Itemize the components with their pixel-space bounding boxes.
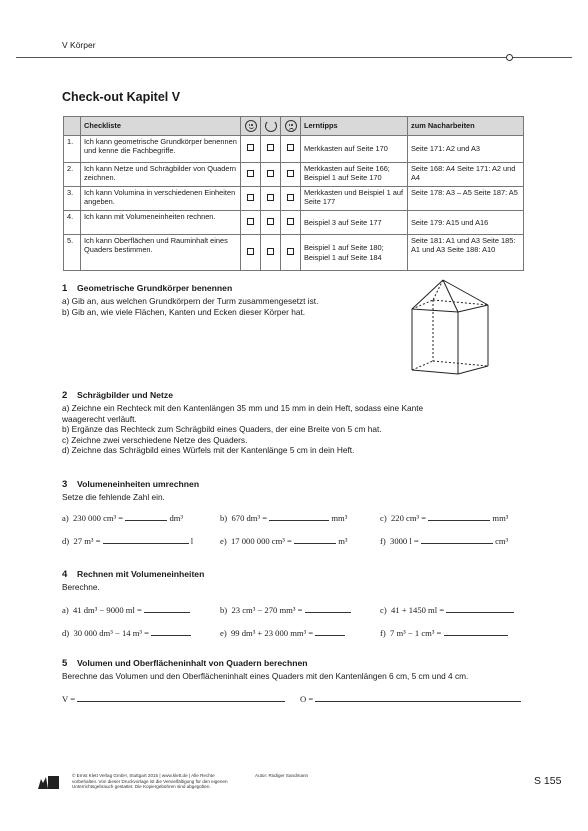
- exercise-3f: f) 3000 l = cm³: [380, 536, 509, 546]
- checkbox[interactable]: [287, 218, 294, 225]
- checkbox[interactable]: [287, 170, 294, 177]
- header-lerntipps: Lerntipps: [301, 117, 408, 136]
- table-row: 5. Ich kann Oberflächen und Rauminhalt eines Quaders bestimmen. Beispiel 1 auf Seite 180; Beispiel 1 auf Seite 184 Seite 181: A1 und A3 Seite 185: A1 und A3 Seite 188: A10: [64, 235, 524, 271]
- exercise-4e: e) 99 dm³ + 23 000 mm³ =: [220, 627, 345, 638]
- exercise-3a: a) 230 000 cm³ = dm³: [62, 513, 184, 523]
- answer-field[interactable]: [125, 512, 167, 521]
- header-rule: [16, 57, 572, 58]
- page-number: S 155: [534, 775, 562, 787]
- checkbox[interactable]: [287, 194, 294, 201]
- section-1: 1 Geometrische Grundkörper benennen a) Gib an, aus welchen Grundkörpern der Turm zusammengesetzt ist. b) Gib an, wie viele Flächen, Kanten und Ecken dieser Körper hat.: [62, 283, 319, 317]
- section-2-title: Schrägbilder und Netze: [77, 390, 173, 400]
- checklist-table: [63, 116, 524, 271]
- lerntipp-text: Merkkasten auf Seite 166; Beispiel 1 auf Seite 170: [301, 163, 408, 187]
- volume-answer: V =: [62, 693, 285, 704]
- practice-text: Seite 181: A1 und A3 Seite 185: A1 und A3 Seite 188: A10: [408, 235, 524, 271]
- exercise-3c: c) 220 cm³ = mm³: [380, 513, 509, 523]
- answer-field[interactable]: [428, 512, 490, 521]
- header-dot-icon: [506, 54, 513, 61]
- checkbox[interactable]: [247, 194, 254, 201]
- lerntipp-text: Beispiel 3 auf Seite 177: [301, 211, 408, 235]
- sad-face-icon: [285, 120, 297, 132]
- exercise-4b: b) 23 cm³ − 270 mm³ =: [220, 604, 351, 615]
- exercise-4f: f) 7 m³ − 1 cm³ =: [380, 627, 508, 638]
- table-row: 3. Ich kann Volumina in verschiedenen Einheiten angeben. Merkkasten und Beispiel 1 auf Seite 177 Seite 178: A3 – A5 Seite 187: A5: [64, 187, 524, 211]
- neutral-face-icon: [265, 120, 277, 132]
- checkbox[interactable]: [287, 144, 294, 151]
- lerntipp-text: Merkkasten und Beispiel 1 auf Seite 177: [301, 187, 408, 211]
- answer-field[interactable]: [151, 627, 191, 636]
- exercise-4a: a) 41 dm³ − 9000 ml =: [62, 604, 190, 615]
- copyright-notice: © Ernst Klett Verlag GmbH, Stuttgart 2015 | www.klett.de | Alle Rechte vorbehalten. Von dieser Druckvorlage ist die Vervielfältigung für den eigenen Unterrichtsgebrauch gestattet. Die Kopiergebühren sind abgegolten.: [72, 773, 228, 790]
- answer-field[interactable]: [444, 627, 508, 636]
- surface-answer: O =: [300, 693, 521, 704]
- checklist-text: Ich kann Volumina in verschiedenen Einheiten angeben.: [81, 187, 241, 211]
- practice-text: Seite 179: A15 und A16: [408, 211, 524, 235]
- answer-field[interactable]: [269, 512, 329, 521]
- table-header-row: [64, 117, 524, 136]
- practice-text: Seite 178: A3 – A5 Seite 187: A5: [408, 187, 524, 211]
- surface-answer-field[interactable]: [315, 693, 521, 702]
- answer-field[interactable]: [446, 604, 514, 613]
- section-5: 5 Volumen und Oberflächeninhalt von Quadern berechnen Berechne das Volumen und den Oberflächeninhalt eines Quaders mit den Kantenlängen 6 cm, 5 cm und 4 cm.: [62, 658, 469, 681]
- checkbox[interactable]: [267, 170, 274, 177]
- table-row: 2. Ich kann Netze und Schrägbilder von Quadern zeichnen. Merkkasten auf Seite 166; Beispiel 1 auf Seite 170 Seite 168: A4 Seite 171: A2 und A4: [64, 163, 524, 187]
- section-2: 2 Schrägbilder und Netze a) Zeichne ein Rechteck mit den Kantenlängen 35 mm und 15 mm in dein Heft, sodass eine Kante waagerecht verläuft. b) Ergänze das Rechteck zum Schrägbild eines Quaders, der eine Breite von 5 cm hat. c) Zeichne zwei verschiedene Netze des Quaders. d) Zeichne das Schrägbild eines Würfels mit der Kantenlänge 5 cm in dein Heft.: [62, 390, 424, 456]
- checkbox[interactable]: [267, 248, 274, 255]
- exercise-4d: d) 30 000 dm³ − 14 m³ =: [62, 627, 191, 638]
- page-title: Check-out Kapitel V: [62, 90, 181, 104]
- checkbox[interactable]: [267, 144, 274, 151]
- lerntipp-text: Merkkasten auf Seite 170: [301, 136, 408, 163]
- table-row: 1. Ich kann geometrische Grundkörper benennen und kenne die Fachbegriffe. Merkkasten auf Seite 170 Seite 171: A2 und A3: [64, 136, 524, 163]
- volume-answer-field[interactable]: [77, 693, 285, 702]
- answer-field[interactable]: [315, 627, 345, 636]
- section-4: 4 Rechnen mit Volumeneinheiten Berechne.: [62, 569, 205, 592]
- section-3-title: Volumeneinheiten umrechnen: [77, 479, 200, 489]
- answer-field[interactable]: [421, 535, 493, 544]
- section-4-title: Rechnen mit Volumeneinheiten: [77, 569, 205, 579]
- checkbox[interactable]: [247, 144, 254, 151]
- checkbox[interactable]: [247, 170, 254, 177]
- happy-face-icon: [245, 120, 257, 132]
- author-credit: Autor: Rüdiger Sandmann: [255, 773, 309, 778]
- section-5-title: Volumen und Oberflächeninhalt von Quadern berechnen: [77, 658, 308, 668]
- checklist-text: Ich kann Oberflächen und Rauminhalt eines Quaders bestimmen.: [81, 235, 241, 271]
- checklist-text: Ich kann mit Volumeneinheiten rechnen.: [81, 211, 241, 235]
- header-nacharbeiten: zum Nacharbeiten: [408, 117, 524, 136]
- checkbox[interactable]: [267, 218, 274, 225]
- answer-field[interactable]: [305, 604, 351, 613]
- practice-text: Seite 168: A4 Seite 171: A2 und A4: [408, 163, 524, 187]
- exercise-4c: c) 41 + 1450 ml =: [380, 604, 514, 615]
- checklist-text: Ich kann geometrische Grundkörper benennen und kenne die Fachbegriffe.: [81, 136, 241, 163]
- checkbox[interactable]: [267, 194, 274, 201]
- checkbox[interactable]: [247, 248, 254, 255]
- lerntipp-text: Beispiel 1 auf Seite 180; Beispiel 1 auf Seite 184: [301, 235, 408, 271]
- answer-field[interactable]: [103, 535, 189, 544]
- practice-text: Seite 171: A2 und A3: [408, 136, 524, 163]
- checkbox[interactable]: [287, 248, 294, 255]
- exercise-3e: e) 17 000 000 cm³ = m³: [220, 536, 348, 546]
- table-row: 4. Ich kann mit Volumeneinheiten rechnen. Beispiel 3 auf Seite 177 Seite 179: A15 und A16: [64, 211, 524, 235]
- header-checklist: Checkliste: [81, 117, 241, 136]
- section-1-title: Geometrische Grundkörper benennen: [77, 283, 233, 293]
- answer-field[interactable]: [294, 535, 336, 544]
- section-3: 3 Volumeneinheiten umrechnen Setze die fehlende Zahl ein.: [62, 479, 200, 502]
- exercise-3b: b) 670 dm³ = mm³: [220, 513, 348, 523]
- klett-logo: [36, 773, 60, 791]
- checklist-text: Ich kann Netze und Schrägbilder von Quadern zeichnen.: [81, 163, 241, 187]
- tower-figure: [400, 272, 510, 384]
- running-header: V Körper: [62, 40, 96, 50]
- answer-field[interactable]: [144, 604, 190, 613]
- checkbox[interactable]: [247, 218, 254, 225]
- exercise-3d: d) 27 m³ = l: [62, 536, 194, 546]
